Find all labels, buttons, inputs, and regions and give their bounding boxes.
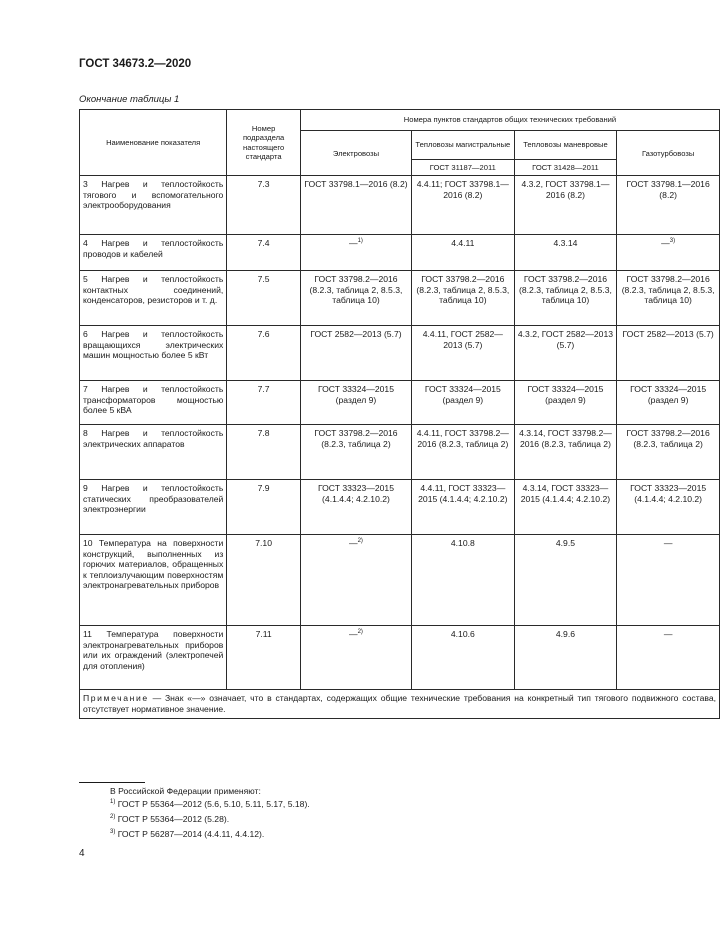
row-name: 8 Нагрев и теплостойкость электрических аппаратов — [80, 425, 227, 480]
cell-electric: ГОСТ 33798.2—2016 (8.2.3, таблица 2) — [300, 425, 411, 480]
cell-electric — [300, 235, 411, 271]
cell-teplo-main: 4.4.11; ГОСТ 33798.1—2016 (8.2) — [412, 176, 515, 235]
cell-teplo-main: 4.4.11, ГОСТ 33798.2—2016 (8.2.3, таблица 2) — [412, 425, 515, 480]
footnote-item — [110, 799, 310, 810]
requirements-table — [79, 109, 720, 719]
footnote-mark: 3) — [110, 829, 116, 835]
table-row — [80, 326, 720, 381]
footnote-text: ГОСТ Р 55364—2012 (5.28). — [117, 814, 230, 824]
table-row — [80, 235, 720, 271]
row-name: 5 Нагрев и теплостойкость контактных соединений, конденсаторов, резисторов и т. д. — [80, 271, 227, 326]
footnote-mark: 1) — [110, 799, 116, 805]
dash-text: — — [661, 238, 670, 249]
page-number: 4 — [79, 848, 85, 859]
header-teplo-shunt: Тепловозы маневровые — [514, 131, 617, 160]
table-row — [80, 480, 720, 535]
cell-electric — [300, 535, 411, 626]
footnote-ref: 2) — [357, 629, 363, 636]
cell-electric: ГОСТ 2582—2013 (5.7) — [300, 326, 411, 381]
cell-teplo-main: 4.10.6 — [412, 626, 515, 690]
cell-teplo-shunt: 4.3.14, ГОСТ 33798.2—2016 (8.2.3, таблица 2) — [514, 425, 617, 480]
row-number: 7.9 — [227, 480, 301, 535]
cell-teplo-main: ГОСТ 33324—2015 (раздел 9) — [412, 381, 515, 425]
row-name: 4 Нагрев и теплостойкость проводов и кабелей — [80, 235, 227, 271]
cell-teplo-main: 4.4.11, ГОСТ 33323—2015 (4.1.4.4; 4.2.10.2) — [412, 480, 515, 535]
row-name: 7 Нагрев и теплостойкость трансформаторов мощностью более 5 кВА — [80, 381, 227, 425]
table-row — [80, 626, 720, 690]
footnote-ref: 2) — [357, 538, 363, 545]
cell-gas: ГОСТ 33323—2015 (4.1.4.4; 4.2.10.2) — [617, 480, 720, 535]
dash-text: — — [349, 238, 358, 249]
dash-text: — — [349, 629, 358, 640]
cell-gas — [617, 235, 720, 271]
cell-teplo-shunt: 4.3.14, ГОСТ 33323—2015 (4.1.4.4; 4.2.10.2) — [514, 480, 617, 535]
row-name: 6 Нагрев и теплостойкость вращающихся электрических машин мощностью более 5 кВт — [80, 326, 227, 381]
table-row — [80, 425, 720, 480]
header-gas: Газотурбовозы — [617, 131, 720, 176]
row-name: 3 Нагрев и теплостойкость тягового и вспомогательного электрооборудования — [80, 176, 227, 235]
footnote-rule — [79, 782, 145, 783]
row-number: 7.11 — [227, 626, 301, 690]
table-caption: Окончание таблицы 1 — [79, 94, 180, 105]
cell-electric — [300, 626, 411, 690]
table-row — [80, 381, 720, 425]
cell-teplo-shunt: 4.3.2, ГОСТ 2582—2013 (5.7) — [514, 326, 617, 381]
note-label: Примечание — [83, 693, 149, 704]
footnote-mark: 2) — [110, 814, 116, 820]
header-name: Наименование показателя — [80, 110, 227, 176]
table-note — [80, 690, 720, 719]
cell-gas: ГОСТ 33324—2015 (раздел 9) — [617, 381, 720, 425]
footnote-item — [110, 814, 229, 825]
cell-electric: ГОСТ 33324—2015 (раздел 9) — [300, 381, 411, 425]
footnote-ref: 3) — [669, 238, 676, 245]
cell-teplo-shunt: 4.3.2, ГОСТ 33798.1—2016 (8.2) — [514, 176, 617, 235]
dash-text: — — [349, 538, 358, 549]
row-number: 7.4 — [227, 235, 301, 271]
row-number: 7.5 — [227, 271, 301, 326]
table-row — [80, 535, 720, 626]
footnote-ref: 1) — [357, 238, 363, 245]
cell-gas: ГОСТ 33798.1—2016 (8.2) — [617, 176, 720, 235]
row-name: 9 Нагрев и теплостойкость статических преобразователей электроэнергии — [80, 480, 227, 535]
row-number: 7.7 — [227, 381, 301, 425]
row-name: 10 Температура на поверхности конструкций, выполненных из горючих материалов, обращенных к теплоизлучающим поверхностям электронагревательных приборов — [80, 535, 227, 626]
row-number: 7.8 — [227, 425, 301, 480]
cell-teplo-shunt: 4.9.6 — [514, 626, 617, 690]
note-row — [80, 690, 720, 719]
cell-gas: ГОСТ 33798.2—2016 (8.2.3, таблица 2) — [617, 425, 720, 480]
note-text: — Знак «—» означает, что в стандартах, содержащих общие технические требования на конкретный тип тягового подвижного состава, отсутствует нормативное значение. — [83, 693, 716, 715]
cell-teplo-shunt: ГОСТ 33798.2—2016 (8.2.3, таблица 2, 8.5.3, таблица 10) — [514, 271, 617, 326]
cell-teplo-main: 4.10.8 — [412, 535, 515, 626]
header-electric: Электровозы — [300, 131, 411, 176]
cell-gas: ГОСТ 33798.2—2016 (8.2.3, таблица 2, 8.5.3, таблица 10) — [617, 271, 720, 326]
footnote-text: ГОСТ Р 56287—2014 (4.4.11, 4.4.12). — [117, 829, 265, 839]
cell-teplo-shunt: ГОСТ 33324—2015 (раздел 9) — [514, 381, 617, 425]
document-title: ГОСТ 34673.2—2020 — [79, 58, 192, 70]
cell-teplo-main: 4.4.11 — [412, 235, 515, 271]
row-number: 7.6 — [227, 326, 301, 381]
cell-teplo-shunt: 4.3.14 — [514, 235, 617, 271]
row-number: 7.3 — [227, 176, 301, 235]
header-std-main: ГОСТ 31187—2011 — [412, 160, 515, 176]
cell-gas: — — [617, 535, 720, 626]
header-subsection: Номер подраздела настоящего стандарта — [227, 110, 301, 176]
row-number: 7.10 — [227, 535, 301, 626]
cell-gas: ГОСТ 2582—2013 (5.7) — [617, 326, 720, 381]
cell-electric: ГОСТ 33798.2—2016 (8.2.3, таблица 2, 8.5.3, таблица 10) — [300, 271, 411, 326]
cell-gas: — — [617, 626, 720, 690]
table-row — [80, 176, 720, 235]
header-teplo-main: Тепловозы магистральные — [412, 131, 515, 160]
header-std-shunt: ГОСТ 31428—2011 — [514, 160, 617, 176]
row-name: 11 Температура поверхности электронагревательных приборов или их ограждений (электропечей для отопления) — [80, 626, 227, 690]
footnote-text: ГОСТ Р 55364—2012 (5.6, 5.10, 5.11, 5.17, 5.18). — [117, 799, 310, 809]
cell-teplo-main: ГОСТ 33798.2—2016 (8.2.3, таблица 2, 8.5.3, таблица 10) — [412, 271, 515, 326]
footnote-intro: В Российской Федерации применяют: — [110, 786, 261, 796]
cell-electric: ГОСТ 33798.1—2016 (8.2) — [300, 176, 411, 235]
header-group: Номера пунктов стандартов общих технических требований — [300, 110, 719, 131]
footnote-item — [110, 829, 264, 840]
table-row — [80, 271, 720, 326]
cell-teplo-shunt: 4.9.5 — [514, 535, 617, 626]
cell-teplo-main: 4.4.11, ГОСТ 2582—2013 (5.7) — [412, 326, 515, 381]
cell-electric: ГОСТ 33323—2015 (4.1.4.4; 4.2.10.2) — [300, 480, 411, 535]
